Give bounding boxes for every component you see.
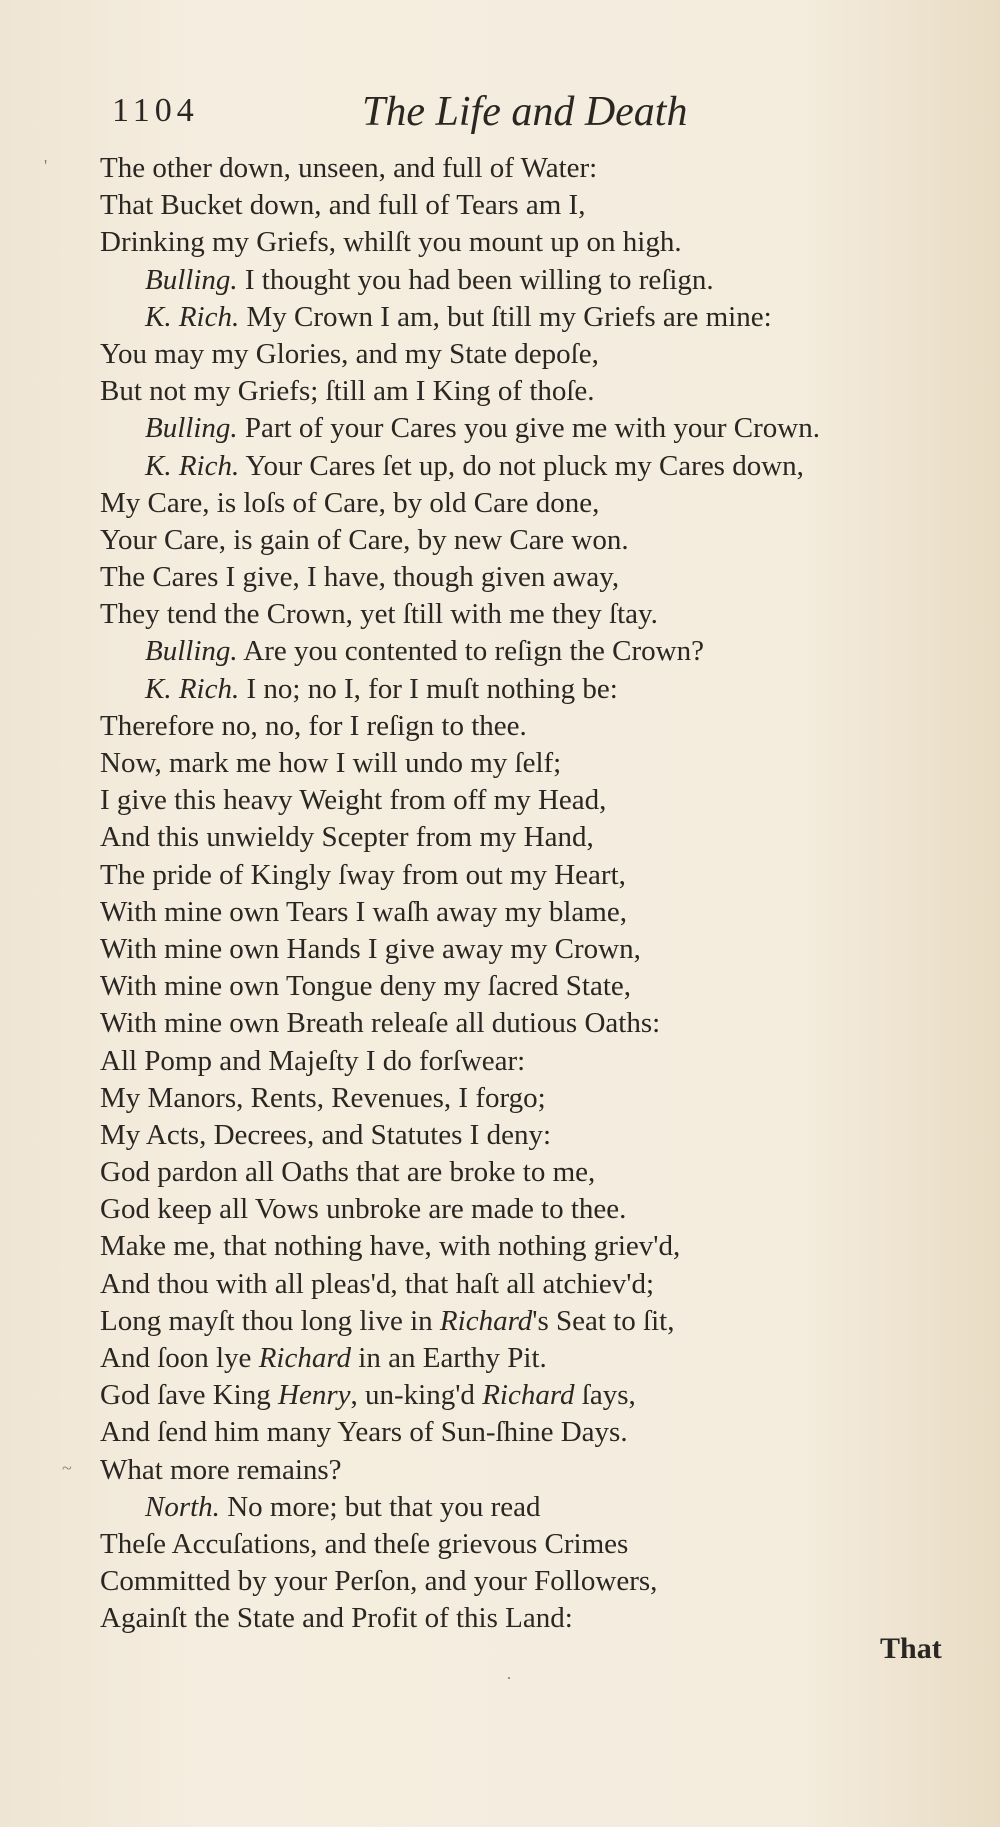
text-line [100, 1154, 980, 1191]
catchword: That [880, 1632, 942, 1665]
text-line [100, 1414, 980, 1451]
line-text: The other down, unseen, and full of Water: [100, 152, 598, 184]
text-line [100, 931, 980, 968]
line-text: Long mayſt thou long live in [100, 1304, 440, 1337]
text-line [100, 1563, 980, 1600]
line-text: That Bucket down, and full of Tears am I, [100, 189, 586, 222]
text-line [100, 299, 980, 336]
text-line [100, 671, 980, 708]
italic-name: Richard [439, 1304, 533, 1337]
speaker-name: Bulling. [145, 635, 238, 668]
line-text: And this unwieldy Scepter from my Hand, [100, 821, 594, 854]
line-text: My Manors, Rents, Revenues, I forgo; [100, 1081, 546, 1114]
text-line [100, 894, 980, 931]
line-text: Now, mark me how I will undo my ſelf; [100, 747, 562, 779]
text-line [100, 410, 980, 447]
line-text: Againſt the State and Profit of this Land: [100, 1602, 573, 1635]
text-line [100, 1526, 980, 1563]
ink-speck: · [506, 1668, 512, 1688]
text-line [100, 1117, 980, 1154]
text-line [100, 448, 980, 485]
text-line [100, 1228, 980, 1265]
speaker-name: North. [145, 1490, 220, 1523]
line-text: My Crown I am, but ſtill my Griefs are mine: [246, 300, 772, 333]
margin-mark: ' [44, 156, 48, 176]
line-text: Your Care, is gain of Care, by new Care won. [100, 523, 629, 556]
line-text: No more; but that you read [227, 1490, 541, 1523]
text-line [100, 1266, 980, 1303]
play-text [100, 150, 980, 1638]
text-line [100, 485, 980, 522]
line-text: My Care, is loſs of Care, by old Care done, [100, 486, 600, 519]
page-number: 1104 [112, 92, 199, 129]
line-text: , un-king'd [350, 1379, 483, 1412]
text-line [100, 1340, 980, 1377]
running-title: The Life and Death [362, 89, 688, 135]
line-text: Make me, that nothing have, with nothing griev'd, [100, 1230, 681, 1263]
text-line [100, 596, 980, 633]
line-text: Theſe Accuſations, and theſe grievous Crimes [100, 1527, 629, 1560]
text-line [100, 1452, 980, 1489]
italic-name: Richard [258, 1342, 352, 1374]
text-line [100, 187, 980, 224]
page-header [112, 88, 852, 142]
text-line [100, 373, 980, 410]
line-text: 's Seat to ſit, [532, 1304, 675, 1337]
line-text: What more remains? [100, 1453, 342, 1486]
line-text: Committed by your Perſon, and your Followers, [100, 1565, 658, 1598]
speaker-name: K. Rich. [145, 672, 240, 705]
line-text: Part of your Cares you give me with your Crown. [244, 412, 820, 445]
text-line [100, 968, 980, 1005]
line-text: I no; no I, for I muſt nothing be: [246, 672, 618, 705]
line-text: God ſave King [100, 1379, 278, 1412]
text-line [100, 819, 980, 856]
line-text: And ſend him many Years of Sun-ſhine Days. [100, 1416, 628, 1449]
line-text: My Acts, Decrees, and Statutes I deny: [100, 1118, 552, 1151]
text-line [100, 1600, 980, 1637]
margin-mark: ~ [62, 1458, 72, 1478]
line-text: I thought you had been willing to reſign. [244, 263, 714, 296]
text-line [100, 262, 980, 299]
text-line [100, 708, 980, 745]
line-text: With mine own Tongue deny my ſacred State, [100, 970, 632, 1003]
text-line [100, 782, 980, 819]
text-line [100, 1303, 980, 1340]
speaker-name: Bulling. [145, 263, 238, 296]
line-text: With mine own Tears I waſh away my blame, [100, 895, 627, 928]
line-text: And thou with all pleas'd, that haſt all atchiev'd; [100, 1267, 655, 1300]
line-text: With mine own Breath releaſe all dutious Oaths: [100, 1007, 661, 1040]
text-line [100, 857, 980, 894]
text-line [100, 1080, 980, 1117]
line-text: The Cares I give, I have, though given away, [100, 561, 620, 594]
text-line [100, 336, 980, 373]
line-text: But not my Griefs; ſtill am I King of thoſe. [100, 375, 595, 408]
line-text: Drinking my Griefs, whilſt you mount up on high. [100, 226, 682, 259]
line-text: Are you contented to reſign the Crown? [243, 635, 704, 668]
text-line [100, 1489, 980, 1526]
text-line [100, 522, 980, 559]
italic-name: Richard [482, 1379, 575, 1412]
line-text: You may my Glories, and my State depoſe, [100, 337, 599, 370]
line-text: I give this heavy Weight from off my Head, [100, 784, 607, 817]
line-text: Therefore no, no, for I reſign to thee. [100, 709, 527, 742]
line-text: And ſoon lye [100, 1342, 259, 1374]
text-line [100, 559, 980, 596]
speaker-name: Bulling. [145, 412, 238, 445]
text-line [100, 1377, 980, 1414]
speaker-name: K. Rich. [145, 449, 240, 482]
line-text: God keep all Vows unbroke are made to thee. [100, 1193, 627, 1226]
text-line [100, 224, 980, 261]
text-line [100, 633, 980, 670]
line-text: They tend the Crown, yet ſtill with me they ſtay. [100, 598, 658, 631]
line-text: ſays, [574, 1379, 636, 1412]
text-line [100, 1043, 980, 1080]
line-text: The pride of Kingly ſway from out my Heart, [100, 858, 626, 891]
text-line [100, 1191, 980, 1228]
text-line [100, 150, 980, 187]
line-text: God pardon all Oaths that are broke to me, [100, 1156, 596, 1189]
line-text: With mine own Hands I give away my Crown, [100, 932, 641, 965]
line-text: in an Earthy Pit. [351, 1342, 547, 1374]
speaker-name: K. Rich. [145, 300, 240, 333]
line-text: Your Cares ſet up, do not pluck my Cares down, [245, 449, 804, 482]
italic-name: Henry [278, 1379, 351, 1412]
text-line [100, 745, 980, 782]
text-line [100, 1005, 980, 1042]
line-text: All Pomp and Majeſty I do forſwear: [100, 1044, 526, 1077]
